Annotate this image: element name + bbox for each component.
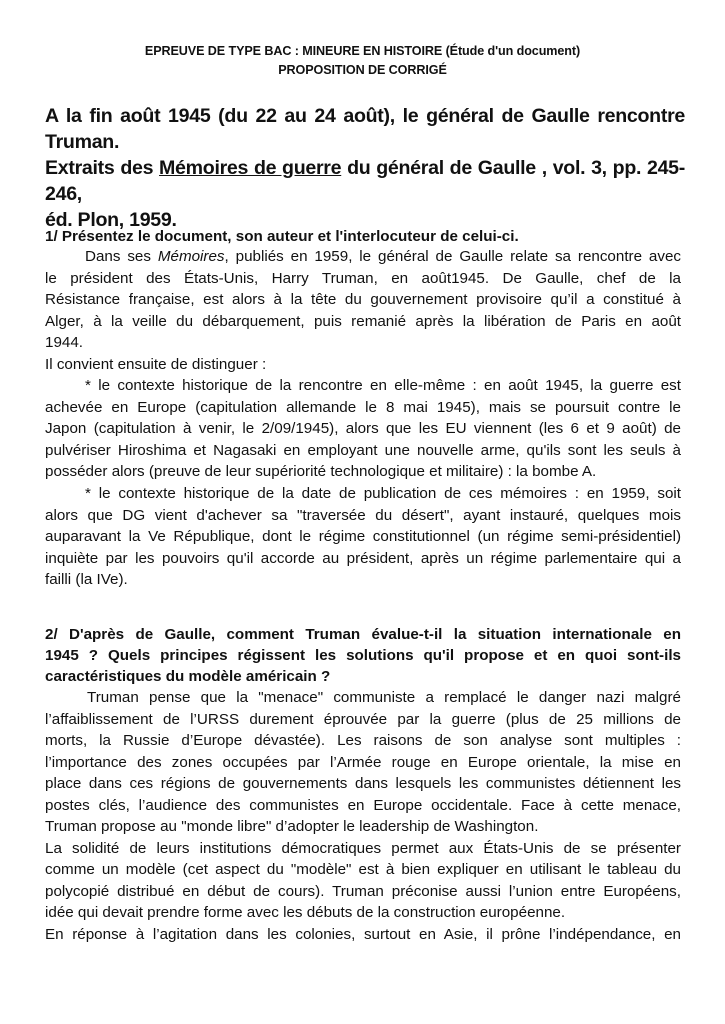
paragraph-line: failli (la IVe). <box>45 571 128 589</box>
paragraph-line: posséder alors (preuve de leur supériorité technologique et militaire) : la bombe A. <box>45 463 597 481</box>
paragraph-line: le président des États-Unis, Harry Truman, en août1945. De Gaulle, chef de la <box>45 269 681 287</box>
question-2-line: caractéristiques du modèle américain ? <box>45 668 331 685</box>
question-1: 1/ Présentez le document, son auteur et l'interlocuteur de celui-ci. <box>45 228 519 245</box>
paragraph-line: comme un modèle (cet aspect du "modèle" est à bien expliquer en utilisant le tableau du <box>45 861 681 879</box>
paragraph-line: alors que DG vient d'achever sa "traversée du désert", ayant instauré, quelques mois <box>45 506 681 524</box>
paragraph-line: Truman pense que la "menace" communiste a remplacé le danger nazi malgré <box>87 689 681 706</box>
question-2 <box>45 624 681 687</box>
paragraph-line: Dans ses Mémoires, publiés en 1959, le général de Gaulle relate sa rencontre avec <box>85 248 682 265</box>
title-line-3-prefix: Extraits des <box>45 157 160 179</box>
paragraph-line: Résistance française, est alors à la tête du gouvernement provisoire qu’il a constitué à <box>45 291 681 309</box>
paragraph-line: * le contexte historique de la date de publication de ces mémoires : en 1959, soit <box>85 485 681 503</box>
paragraph-line: l’affaiblissement de l’URSS durement éprouvée par la guerre (plus de 25 millions de <box>45 710 681 728</box>
question-2-line: 2/ D'après de Gaulle, comment Truman évalue-t-il la situation internationale en <box>45 626 681 643</box>
paragraph-line: inquiète par les pouvoirs qu'il accorde au président, après un régime parlementaire qui a <box>45 549 681 567</box>
title-line-4: éd. Plon, 1959. <box>45 209 177 231</box>
paragraph-line: Il convient ensuite de distinguer : <box>45 355 267 373</box>
paragraph-line: idée qui devait prendre forme avec les débuts de la construction européenne. <box>45 904 566 922</box>
paragraph-line: Alger, à la veille du débarquement, puis remanié après la libération de Paris en août <box>45 312 681 330</box>
paragraph-line: achevée en Europe (capitulation allemande le 8 mai 1945), mais se poursuit contre le <box>45 398 681 416</box>
paragraph-line: La solidité de leurs institutions démocratiques permet aux États-Unis de se présenter <box>45 839 681 857</box>
title-line-3-suffix: du général de Gaulle , vol. 3, pp. 245-246, <box>45 157 685 205</box>
paragraph-line: * le contexte historique de la rencontre en elle-même : en août 1945, la guerre est <box>85 377 681 395</box>
title-line-3 <box>45 155 685 207</box>
exam-header-line-1: EPREUVE DE TYPE BAC : MINEURE EN HISTOIRE (Étude d'un document) <box>144 44 581 58</box>
paragraph-line: auparavant la Ve République, dont le régime constitutionnel (un régime semi-présidentiel) <box>45 528 681 546</box>
section-2-body <box>45 687 681 946</box>
title-line-1: A la fin août 1945 (du 22 au 24 août), le général de Gaulle rencontre <box>45 105 685 127</box>
paragraph-line: Truman propose au "monde libre" d’adopter le leadership de Washington. <box>45 818 539 836</box>
paragraph-line: 1944. <box>45 334 84 352</box>
paragraph-line: l’importance des zones occupées par l’Armée rouge en Europe orientale, la mise en <box>45 753 681 771</box>
title-book-name: Mémoires de guerre <box>159 157 342 179</box>
paragraph-line: Japon (capitulation à venir, le 2/09/1945), alors que les EU viennent (les 6 et 9 août) de <box>45 420 681 438</box>
question-2-line: 1945 ? Quels principes régissent les solutions qu'il propose et en quoi sont-ils <box>45 647 681 664</box>
paragraph-line: En réponse à l’agitation dans les colonies, surtout en Asie, il prône l’indépendance, en <box>45 926 681 944</box>
title-line-2: Truman. <box>45 131 120 153</box>
section-1-body <box>45 246 681 591</box>
paragraph-line: morts, la Russie d’Europe dévastée). Les raisons de son analyse sont multiples : <box>45 732 681 750</box>
paragraph-line: polycopié distribué en début de cours). Truman préconise aussi l’union entre Européens, <box>45 882 681 900</box>
exam-header-line-2: PROPOSITION DE CORRIGÉ <box>278 63 447 77</box>
paragraph-line: pulvériser Hiroshima et Nagasaki en employant une nouvelle arme, qu'ils sont les seuls à <box>45 441 681 459</box>
paragraph-line: postes clés, l’audience des communistes en Europe occidentale. Face à cette menace, <box>45 796 681 814</box>
document-title <box>45 103 685 233</box>
paragraph-line: place dans ces régions de gouvernements dans lesquels les communistes détiennent les <box>45 775 681 793</box>
